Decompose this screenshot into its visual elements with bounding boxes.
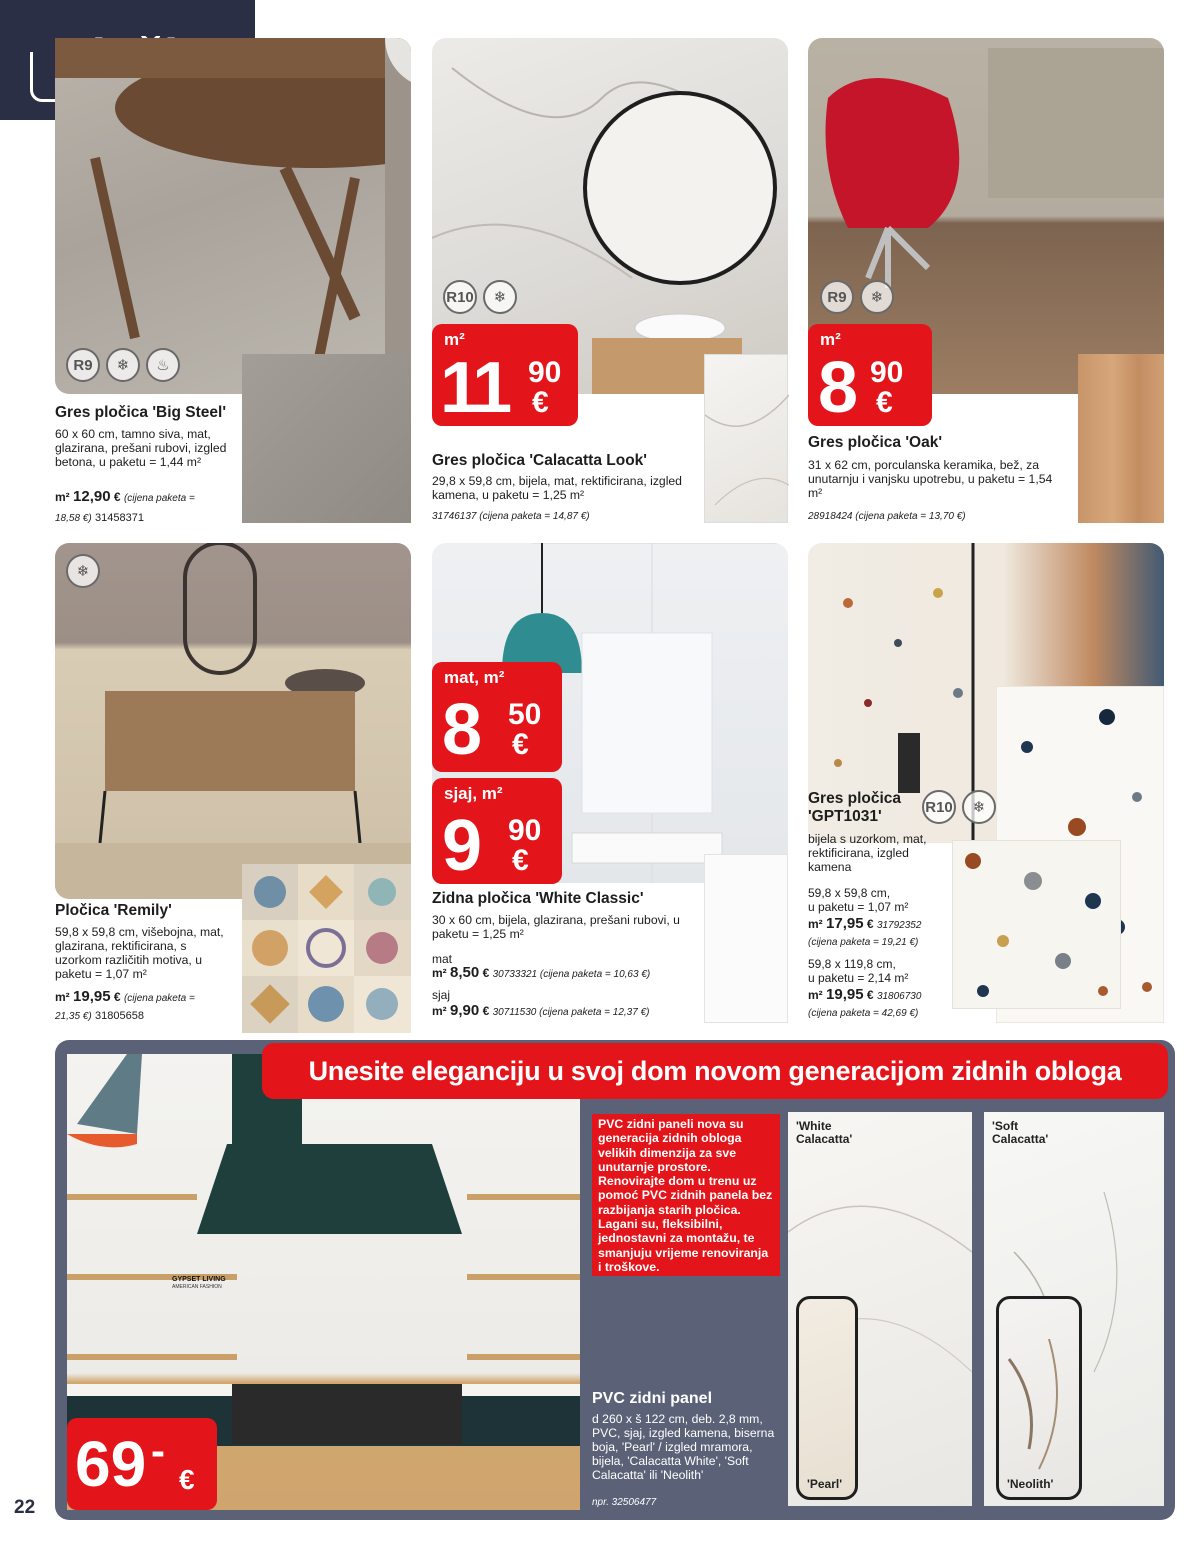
white-classic-mat-label: mat [432, 952, 453, 966]
marble-veins [999, 1299, 1082, 1500]
pvc-product-title: PVC zidni panel [592, 1390, 713, 1407]
pvc-intro-text: PVC zidni paneli nova su generacija zidnih obloga velikih dimenzija za sve unutarnje prostore. Renovirajte dom u trenu uz pomoć PVC zidnih panela bez razbijanja starih pločica. Lagani su, fleksibilni, jednostavni za montažu, te smanjuju vrijeme renoviranja i troškove. [592, 1114, 780, 1276]
badge-price-int: 8 [818, 348, 859, 428]
badge-price-int: 69 [75, 1428, 147, 1500]
v2-code: 31806730 [876, 991, 922, 1002]
gpt1031-v1-note: (cijena paketa = 19,21 €) [808, 937, 919, 948]
badge-currency: € [179, 1464, 195, 1495]
frost-resistant-icon: ❄ [962, 790, 996, 824]
badge-unit: sjaj, m² [444, 784, 503, 803]
oak-icons [820, 280, 894, 314]
badge-currency: € [532, 386, 549, 419]
oak-sample [1078, 354, 1164, 523]
calacatta-code-line: 31746137 (cijena paketa = 14,87 €) [432, 511, 590, 522]
badge-price-int: 8 [442, 690, 483, 770]
currency: € [113, 490, 121, 504]
gpt1031-v2-note: (cijena paketa = 42,69 €) [808, 1008, 919, 1019]
underfloor-heating-icon: ♨ [146, 348, 180, 382]
calacatta-sample [704, 354, 788, 523]
badge-unit: m² [820, 330, 841, 349]
vanity-illustration [55, 543, 411, 899]
gpt1031-v1-price-line [808, 917, 921, 933]
badge-unit: mat, m² [444, 668, 505, 687]
currency: € [482, 1004, 490, 1018]
oak-title: Gres pločica 'Oak' [808, 434, 943, 451]
white-classic-title: Zidna pločica 'White Classic' [432, 890, 644, 907]
unit-label: m² [432, 1004, 447, 1018]
pack-note: (cijena paketa = [123, 493, 195, 504]
tile-label: 'Pearl' [807, 1477, 843, 1491]
gpt1031-v2-size: 59,8 x 119,8 cm, [808, 957, 896, 971]
anti-slip-r9-icon: R9 [66, 348, 100, 382]
panel-label: 'White Calacatta' [796, 1119, 853, 1146]
currency: € [113, 990, 121, 1004]
book-spine-1: GYPSET LIVING [172, 1276, 226, 1283]
badge-price-cents: 90 [528, 356, 562, 389]
big-steel-code: 31458371 [95, 512, 144, 524]
white-classic-mat-badge [432, 662, 562, 772]
gpt1031-title: Gres pločica [808, 790, 902, 807]
frost-resistant-icon: ❄ [106, 348, 140, 382]
terrazzo-pattern [953, 841, 1122, 1010]
calacatta-title: Gres pločica 'Calacatta Look' [432, 452, 647, 469]
white-classic-sjaj-badge [432, 778, 562, 884]
mat-code: 30733321 (cijena paketa = 10,63 €) [492, 969, 651, 980]
oak-code-line: 28918424 (cijena paketa = 13,70 €) [808, 511, 966, 522]
remily-sample [242, 864, 411, 1033]
unit-label: m² [55, 490, 70, 504]
badge-price-cents: 90 [508, 814, 542, 847]
book-spine-2: AMERICAN FASHION [172, 1284, 222, 1290]
badge-price-cents: 90 [870, 356, 904, 389]
v1-code: 31792352 [876, 920, 922, 931]
calacatta-price-badge [432, 324, 578, 426]
frost-resistant-icon: ❄ [483, 280, 517, 314]
remily-title: Pločica 'Remily' [55, 902, 172, 919]
panel-label: 'Soft Calacatta' [992, 1119, 1049, 1146]
remily-icons [66, 554, 100, 588]
oak-desc: 31 x 62 cm, porculanska keramika, bež, za unutarnju i vanjsku upotrebu, u paketu = 1,54 m² [808, 458, 1053, 500]
v2-price: 19,95 [826, 986, 864, 1003]
big-steel-desc: 60 x 60 cm, tamno siva, mat, glazirana, prešani rubovi, izgled betona, u paketu = 1,44 m² [55, 427, 227, 469]
unit-label: m² [808, 988, 823, 1002]
calacatta-icons [443, 280, 517, 314]
banner-headline: Unesite eleganciju u svoj dom novom generacijom zidnih obloga [262, 1043, 1168, 1099]
page-number: 22 [14, 1497, 36, 1518]
badge-unit: m² [444, 330, 465, 349]
gpt1031-small-sample [952, 840, 1121, 1009]
mat-price: 8,50 [450, 964, 480, 981]
gpt1031-title-2: 'GPT1031' [808, 808, 882, 825]
pvc-code: npr. 32506477 [592, 1497, 657, 1508]
gpt1031-v1-pack: u paketu = 1,07 m² [808, 900, 909, 914]
frost-resistant-icon: ❄ [860, 280, 894, 314]
white-classic-sjaj-line [432, 1004, 649, 1020]
big-steel-code-line [55, 510, 144, 526]
badge-price-int: 9 [442, 806, 483, 886]
calacatta-desc: 29,8 x 59,8 cm, bijela, mat, rektificirana, izgled kamena, u paketu = 1,25 m² [432, 474, 682, 502]
big-steel-sample [242, 354, 411, 523]
badge-currency: € [512, 844, 529, 877]
pack-note-2: 21,35 €) [55, 1011, 92, 1022]
remily-desc: 59,8 x 59,8 cm, višebojna, mat, glazirana, rektificirana, s uzorkom različitih motiva, u paketu = 1,07 m² [55, 925, 224, 981]
remily-photo [55, 543, 411, 899]
currency: € [866, 917, 874, 931]
neolith-tile [996, 1296, 1082, 1500]
big-steel-photo [55, 38, 411, 394]
frost-resistant-icon: ❄ [66, 554, 100, 588]
white-classic-sjaj-label: sjaj [432, 988, 451, 1002]
gpt1031-v1-size: 59,8 x 59,8 cm, [808, 886, 891, 900]
white-classic-mat-line [432, 966, 650, 982]
gpt1031-v2-price-line [808, 988, 921, 1004]
anti-slip-r10-icon: R10 [443, 280, 477, 314]
anti-slip-r9-icon: R9 [820, 280, 854, 314]
remily-price-line [55, 990, 195, 1006]
unit-label: m² [432, 966, 447, 980]
pack-note-2: 18,58 €) [55, 513, 92, 524]
currency: € [866, 988, 874, 1002]
gpt1031-icons [922, 790, 996, 824]
white-classic-desc: 30 x 60 cm, bijela, glazirana, prešani rubovi, u paketu = 1,25 m² [432, 913, 680, 941]
currency: € [482, 966, 490, 980]
gpt1031-v2-pack: u paketu = 2,14 m² [808, 971, 909, 985]
remily-price: 19,95 [73, 988, 111, 1005]
pack-note: (cijena paketa = [123, 993, 195, 1004]
pvc-price-badge [67, 1418, 217, 1510]
pearl-tile [796, 1296, 858, 1500]
unit-label: m² [808, 917, 823, 931]
badge-price-cents: 50 [508, 698, 542, 731]
white-classic-sample [704, 854, 788, 1023]
badge-price-dash: - [151, 1427, 165, 1474]
remily-code-line [55, 1008, 144, 1024]
v1-price: 17,95 [826, 915, 864, 932]
big-steel-icons [66, 348, 180, 382]
sjaj-code: 30711530 (cijena paketa = 12,37 €) [492, 1007, 650, 1018]
patchwork-pattern [242, 864, 411, 1033]
chair-table-illustration [55, 38, 411, 394]
big-steel-price-line [55, 490, 195, 506]
tile-label: 'Neolith' [1007, 1477, 1054, 1491]
badge-currency: € [512, 728, 529, 761]
marble-vein [705, 355, 789, 524]
remily-code: 31805658 [95, 1010, 144, 1022]
badge-price-int: 11 [440, 348, 509, 428]
anti-slip-r10-icon: R10 [922, 790, 956, 824]
sjaj-price: 9,90 [450, 1002, 480, 1019]
big-steel-price: 12,90 [73, 488, 111, 505]
big-steel-title: Gres pločica 'Big Steel' [55, 404, 227, 421]
unit-label: m² [55, 990, 70, 1004]
badge-currency: € [876, 386, 893, 419]
oak-price-badge [808, 324, 932, 426]
gpt1031-desc: bijela s uzorkom, mat, rektificirana, izgled kamena [808, 832, 927, 874]
pvc-product-desc: d 260 x š 122 cm, deb. 2,8 mm, PVC, sjaj, izgled kamena, biserna boja, 'Pearl' / izgled mramora, bijela, 'Calacatta White', 'Soft Calacatta' ili 'Neolith' [592, 1412, 775, 1482]
